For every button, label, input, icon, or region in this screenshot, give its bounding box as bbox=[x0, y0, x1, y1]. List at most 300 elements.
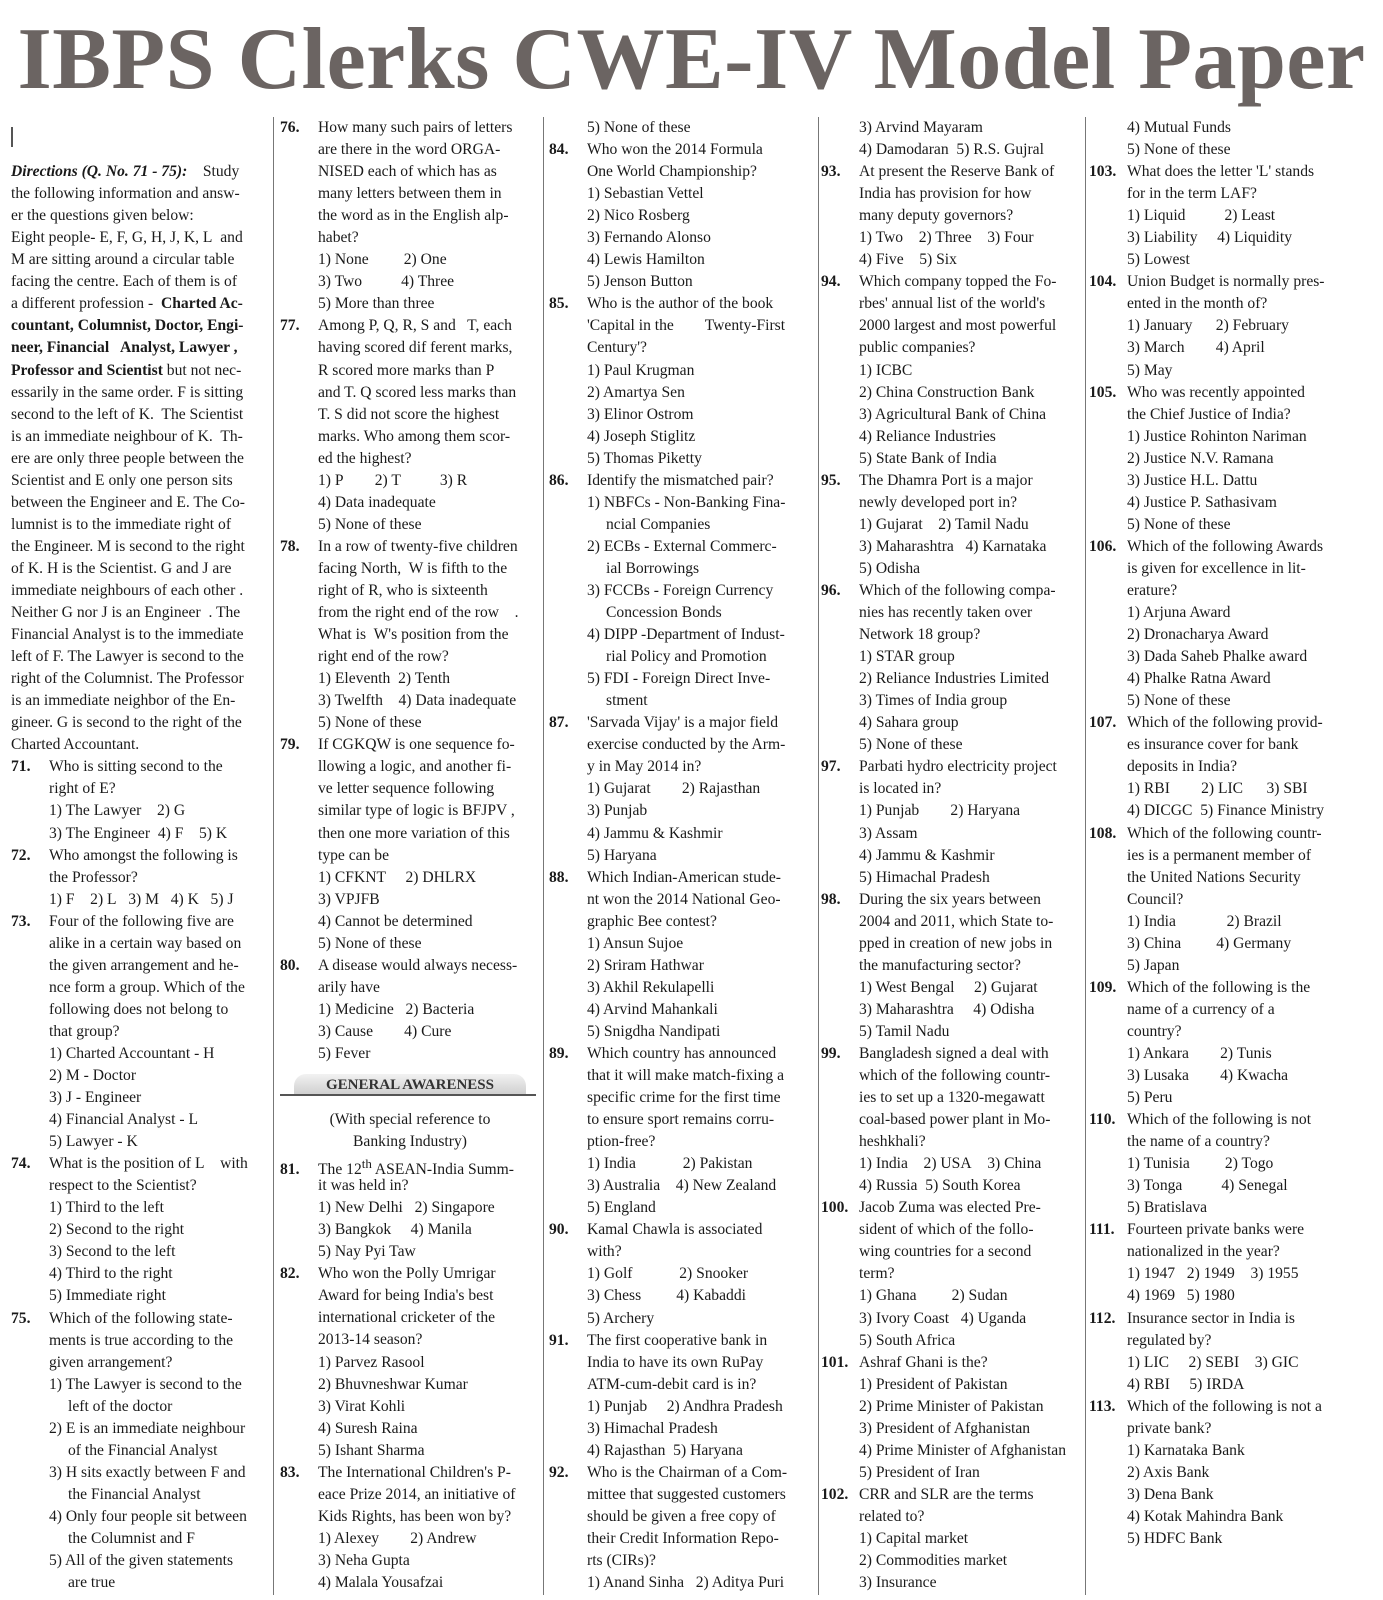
line-text: 1) NBFCs - Non-Banking Fina- bbox=[587, 493, 786, 511]
option-line bbox=[1089, 1462, 1379, 1484]
line-text: 1) Punjab 2) Andhra Pradesh bbox=[587, 1397, 783, 1415]
option-line bbox=[280, 492, 540, 514]
option-line bbox=[280, 1219, 540, 1241]
line-text: 3) VPJFB bbox=[318, 890, 380, 908]
line-text: Insurance sector in India is bbox=[1127, 1309, 1296, 1327]
line-text: 5) May bbox=[1127, 361, 1173, 379]
option-line bbox=[280, 1197, 540, 1219]
text-line bbox=[280, 426, 540, 448]
option-line bbox=[1089, 514, 1379, 536]
question-line bbox=[280, 1153, 540, 1175]
line-text: 2000 largest and most powerful bbox=[859, 317, 1057, 335]
line-text: 3) Virat Kohli bbox=[318, 1397, 406, 1415]
text-line bbox=[549, 756, 817, 778]
question-line bbox=[280, 117, 540, 139]
text-line bbox=[11, 139, 271, 161]
line-text: 4) Rajasthan 5) Haryana bbox=[587, 1441, 743, 1459]
option-line bbox=[549, 1418, 817, 1440]
question-line bbox=[1089, 536, 1379, 558]
line-text: ial Borrowings bbox=[606, 559, 700, 577]
option-line bbox=[549, 800, 817, 822]
option-line bbox=[1089, 139, 1379, 161]
line-text: Bangladesh signed a deal with bbox=[859, 1044, 1049, 1062]
option-line bbox=[280, 1572, 540, 1594]
text-line bbox=[1089, 404, 1379, 426]
line-text: 1) 1947 2) 1949 3) 1955 bbox=[1127, 1265, 1299, 1283]
option-line bbox=[1089, 1440, 1379, 1462]
line-text: the Engineer. M is second to the right bbox=[11, 537, 245, 555]
line-text: What is W's position from the bbox=[318, 626, 509, 644]
text-line bbox=[821, 492, 1083, 514]
line-text: CRR and SLR are the terms bbox=[859, 1485, 1034, 1503]
line-text: it was held in? bbox=[318, 1177, 409, 1195]
question-number: 99. bbox=[821, 1044, 841, 1062]
question-number: 72. bbox=[11, 846, 31, 864]
line-text: Kamal Chawla is associated bbox=[587, 1221, 763, 1239]
text-line bbox=[1089, 558, 1379, 580]
option-line bbox=[549, 823, 817, 845]
option-line bbox=[1089, 646, 1379, 668]
line-text: 5) State Bank of India bbox=[859, 449, 997, 467]
option-line bbox=[11, 1109, 271, 1131]
line-text: Concession Bonds bbox=[606, 604, 722, 622]
text-line bbox=[280, 580, 540, 602]
option-line bbox=[1089, 1065, 1379, 1087]
text-line bbox=[11, 514, 271, 536]
text-line bbox=[1089, 734, 1379, 756]
line-text: left of F. The Lawyer is second to the bbox=[11, 648, 244, 666]
line-text: name of a currency of a bbox=[1127, 1000, 1275, 1018]
line-text: 3) Neha Gupta bbox=[318, 1551, 410, 1569]
option-line bbox=[1089, 492, 1379, 514]
text-line bbox=[549, 602, 817, 624]
line-text: 4) Jammu & Kashmir bbox=[859, 846, 995, 864]
option-line bbox=[821, 558, 1083, 580]
line-text: 5) Himachal Pradesh bbox=[859, 868, 990, 886]
line-text: Who won the 2014 Formula bbox=[587, 141, 763, 159]
option-line bbox=[1089, 1374, 1379, 1396]
text-line bbox=[11, 492, 271, 514]
option-line bbox=[821, 646, 1083, 668]
option-line bbox=[821, 800, 1083, 822]
option-line bbox=[549, 448, 817, 470]
line-text: Century'? bbox=[587, 339, 647, 357]
question-number: 112. bbox=[1089, 1309, 1116, 1327]
question-line bbox=[821, 1352, 1083, 1374]
option-line bbox=[549, 1572, 817, 1594]
line-text: nt won the 2014 National Geo- bbox=[587, 890, 781, 908]
option-line bbox=[549, 977, 817, 999]
line-text: alike in a certain way based on bbox=[49, 934, 242, 952]
question-line bbox=[1089, 271, 1379, 293]
text-line bbox=[549, 315, 817, 337]
line-text: Council? bbox=[1127, 890, 1184, 908]
option-line bbox=[549, 1396, 817, 1418]
text-line bbox=[549, 1528, 817, 1550]
text-line bbox=[11, 293, 271, 315]
line-text: 1) ICBC bbox=[859, 361, 913, 379]
line-text: 4) Malala Yousafzai bbox=[318, 1574, 444, 1591]
option-line bbox=[1089, 668, 1379, 690]
option-line bbox=[11, 800, 271, 822]
line-text: the given arrangement and he- bbox=[49, 956, 239, 974]
text-line bbox=[549, 1087, 817, 1109]
option-line bbox=[280, 1352, 540, 1374]
question-line bbox=[821, 161, 1083, 183]
question-line bbox=[280, 734, 540, 756]
question-number: 82. bbox=[280, 1265, 300, 1283]
line-text: similar type of logic is BFJPV , bbox=[318, 802, 515, 820]
line-text: 2) Amartya Sen bbox=[587, 383, 685, 401]
text-line bbox=[11, 1484, 271, 1506]
option-line bbox=[821, 845, 1083, 867]
column-divider bbox=[818, 117, 819, 1595]
option-line bbox=[11, 1374, 271, 1396]
line-text: The first cooperative bank in bbox=[587, 1331, 768, 1349]
option-line bbox=[280, 1021, 540, 1043]
line-text: 4) Arvind Mahankali bbox=[587, 1000, 718, 1018]
text-line bbox=[821, 911, 1083, 933]
line-text: the Professor? bbox=[49, 868, 138, 886]
text-line bbox=[549, 1484, 817, 1506]
text-line bbox=[821, 293, 1083, 315]
line-text: At present the Reserve Bank of bbox=[859, 163, 1055, 181]
line-text: facing North, W is fifth to the bbox=[318, 559, 508, 577]
line-text: Among P, Q, R, S and T, each bbox=[318, 317, 512, 335]
line-text: facing the centre. Each of them is of bbox=[11, 273, 238, 291]
option-line bbox=[280, 1528, 540, 1550]
line-text: 5) None of these bbox=[318, 714, 422, 732]
option-line bbox=[1089, 448, 1379, 470]
question-line bbox=[549, 867, 817, 889]
text-line bbox=[280, 602, 540, 624]
text-line bbox=[11, 117, 271, 139]
line-text: many letters between them in bbox=[318, 185, 502, 203]
line-text: left of the doctor bbox=[68, 1397, 173, 1415]
line-text: R scored more marks than P bbox=[318, 361, 495, 379]
text-line bbox=[1089, 1131, 1379, 1153]
line-text: 3) Maharashtra 4) Odisha bbox=[859, 1000, 1035, 1018]
line-text: Which of the following state- bbox=[49, 1309, 233, 1327]
line-text: 1) New Delhi 2) Singapore bbox=[318, 1199, 495, 1217]
line-text: Ashraf Ghani is the? bbox=[859, 1353, 988, 1371]
line-text: 4) Five 5) Six bbox=[859, 251, 957, 269]
line-text: countant, Columnist, Doctor, Engi- bbox=[11, 317, 244, 335]
text-line bbox=[549, 558, 817, 580]
text-line bbox=[821, 624, 1083, 646]
question-number: 111. bbox=[1089, 1221, 1115, 1239]
line-text: 1) India 2) Brazil bbox=[1127, 912, 1282, 930]
line-text: 4) Third to the right bbox=[49, 1265, 173, 1283]
line-text: erature? bbox=[1127, 581, 1178, 599]
option-line bbox=[549, 360, 817, 382]
line-text: 3) Liability 4) Liquidity bbox=[1127, 229, 1293, 247]
line-text: 5) England bbox=[587, 1199, 656, 1217]
line-text: heshkhali? bbox=[859, 1133, 926, 1151]
option-line bbox=[821, 117, 1083, 139]
line-text: 4) Reliance Industries bbox=[859, 427, 996, 445]
line-text: 1) January 2) February bbox=[1127, 317, 1289, 335]
line-text: 5) None of these bbox=[587, 119, 691, 136]
line-text: 3) Cause 4) Cure bbox=[318, 1022, 452, 1040]
line-text: 1) Sebastian Vettel bbox=[587, 185, 704, 203]
line-text: 5) None of these bbox=[318, 934, 422, 952]
option-line bbox=[1089, 1285, 1379, 1307]
option-line bbox=[1089, 426, 1379, 448]
line-text: 5) Peru bbox=[1127, 1089, 1173, 1107]
line-text: 4) Sahara group bbox=[859, 714, 959, 732]
option-line bbox=[821, 1550, 1083, 1572]
text-line bbox=[11, 536, 271, 558]
option-line bbox=[821, 1440, 1083, 1462]
line-text: 2013-14 season? bbox=[318, 1331, 423, 1349]
line-text: 4) Kotak Mahindra Bank bbox=[1127, 1507, 1284, 1525]
option-line bbox=[821, 227, 1083, 249]
option-line bbox=[280, 1374, 540, 1396]
line-text: 3) Australia 4) New Zealand bbox=[587, 1177, 777, 1195]
question-line bbox=[549, 139, 817, 161]
text-line bbox=[280, 337, 540, 359]
line-text: Who was recently appointed bbox=[1127, 383, 1305, 401]
text-line bbox=[280, 1329, 540, 1351]
line-text: lumnist is to the immediate right of bbox=[11, 515, 232, 533]
line-text: 2) Sriram Hathwar bbox=[587, 956, 704, 974]
column-1 bbox=[11, 117, 271, 1594]
text-line bbox=[11, 999, 271, 1021]
line-text: 3) Two 4) Three bbox=[318, 273, 455, 291]
option-line bbox=[11, 1065, 271, 1087]
line-text: given arrangement? bbox=[49, 1353, 173, 1371]
option-line bbox=[280, 867, 540, 889]
option-line bbox=[1089, 911, 1379, 933]
line-text: 1) Ansun Sujoe bbox=[587, 934, 684, 952]
column-2 bbox=[280, 117, 540, 1594]
option-line bbox=[280, 911, 540, 933]
text-line bbox=[11, 558, 271, 580]
option-line bbox=[280, 249, 540, 271]
line-text: Eight people- E, F, G, H, J, K, L and bbox=[11, 229, 243, 247]
text-line bbox=[1089, 845, 1379, 867]
option-line bbox=[1089, 1528, 1379, 1550]
line-text: ve letter sequence following bbox=[318, 780, 495, 798]
line-text: immediate neighbours of each other . bbox=[11, 581, 244, 599]
question-line bbox=[821, 756, 1083, 778]
line-text: 3) H sits exactly between F and bbox=[49, 1463, 246, 1481]
line-text: 4) Russia 5) South Korea bbox=[859, 1177, 1021, 1195]
text-line bbox=[11, 161, 271, 183]
line-text: 1) Eleventh 2) Tenth bbox=[318, 670, 450, 688]
option-line bbox=[821, 867, 1083, 889]
line-text: 5) Archery bbox=[587, 1309, 655, 1327]
line-text: 4) Cannot be determined bbox=[318, 912, 473, 930]
question-line bbox=[1089, 161, 1379, 183]
line-text: private bank? bbox=[1127, 1419, 1212, 1437]
option-line bbox=[549, 845, 817, 867]
line-text: Charted Accountant. bbox=[11, 736, 140, 754]
line-text: ncial Companies bbox=[606, 515, 711, 533]
text-line bbox=[821, 183, 1083, 205]
line-text: essarily in the same order. F is sitting bbox=[11, 383, 244, 401]
line-text: are there in the word ORGA- bbox=[318, 141, 501, 159]
column-5 bbox=[1089, 117, 1379, 1550]
option-line bbox=[280, 668, 540, 690]
line-text: second to the left of K. The Scientist bbox=[11, 405, 244, 423]
question-line bbox=[11, 1308, 271, 1330]
option-line bbox=[821, 1330, 1083, 1352]
line-text: 5) Japan bbox=[1127, 956, 1180, 974]
text-line bbox=[1089, 1021, 1379, 1043]
option-line bbox=[821, 999, 1083, 1021]
line-text: Scientist and E only one person sits bbox=[11, 471, 233, 489]
line-text: that it will make match-fixing a bbox=[587, 1067, 785, 1085]
line-text: right end of the row? bbox=[318, 648, 449, 666]
line-text: 5) Immediate right bbox=[49, 1287, 166, 1305]
line-text: 1) Ankara 2) Tunis bbox=[1127, 1044, 1272, 1062]
option-line bbox=[280, 514, 540, 536]
text-line bbox=[280, 1484, 540, 1506]
line-text: that group? bbox=[49, 1022, 120, 1040]
line-text: 4) Only four people sit between bbox=[49, 1507, 247, 1525]
option-line bbox=[821, 734, 1083, 756]
line-text: 1) India 2) USA 3) China bbox=[859, 1155, 1042, 1173]
line-text: 3) Maharashtra 4) Karnataka bbox=[859, 537, 1047, 555]
line-text: 3) FCCBs - Foreign Currency bbox=[587, 581, 774, 599]
line-text: Kids Rights, has been won by? bbox=[318, 1507, 512, 1525]
option-line bbox=[549, 668, 817, 690]
line-text: should be given a free copy of bbox=[587, 1507, 776, 1525]
question-line bbox=[280, 955, 540, 977]
option-line bbox=[11, 1263, 271, 1285]
question-number: 89. bbox=[549, 1044, 569, 1062]
line-text: 3) Times of India group bbox=[859, 692, 1008, 710]
line-text: 4) Data inadequate bbox=[318, 493, 436, 511]
option-line bbox=[1089, 800, 1379, 822]
question-line bbox=[1089, 1308, 1379, 1330]
question-number: 74. bbox=[11, 1155, 31, 1173]
option-line bbox=[280, 1396, 540, 1418]
text-line bbox=[821, 205, 1083, 227]
text-line bbox=[280, 1506, 540, 1528]
text-line bbox=[1089, 999, 1379, 1021]
option-line bbox=[821, 448, 1083, 470]
line-text: 2) China Construction Bank bbox=[859, 383, 1035, 401]
line-text: 4) Damodaran 5) R.S. Gujral bbox=[859, 141, 1044, 159]
option-line bbox=[821, 823, 1083, 845]
line-text: 1) The Lawyer is second to the bbox=[49, 1375, 242, 1393]
line-text: 1) F 2) L 3) M 4) K 5) J bbox=[49, 890, 234, 908]
text-line bbox=[11, 712, 271, 734]
line-text: 3) Fernando Alonso bbox=[587, 229, 711, 247]
line-text: 5) More than three bbox=[318, 295, 435, 313]
question-number: 71. bbox=[11, 758, 31, 776]
line-text: 3) Twelfth 4) Data inadequate bbox=[318, 692, 517, 710]
text-line bbox=[11, 690, 271, 712]
line-text: What does the letter 'L' stands bbox=[1127, 163, 1315, 181]
text-line bbox=[549, 337, 817, 359]
line-text: 3) Arvind Mayaram bbox=[859, 119, 983, 136]
option-line bbox=[280, 1418, 540, 1440]
option-line bbox=[549, 1175, 817, 1197]
option-line bbox=[821, 690, 1083, 712]
option-line bbox=[549, 382, 817, 404]
option-line bbox=[1089, 315, 1379, 337]
question-number: 94. bbox=[821, 273, 841, 291]
line-text: Who is the author of the book bbox=[587, 295, 774, 313]
text-line bbox=[11, 1572, 271, 1594]
text-line bbox=[549, 1550, 817, 1572]
line-text: 1) Justice Rohinton Nariman bbox=[1127, 427, 1307, 445]
question-line bbox=[1089, 1219, 1379, 1241]
line-text: their Credit Information Repo- bbox=[587, 1530, 779, 1547]
text-line bbox=[11, 977, 271, 999]
line-text: ented in the month of? bbox=[1127, 295, 1268, 313]
line-text: 3) Ivory Coast 4) Uganda bbox=[859, 1309, 1027, 1327]
question-number: 108. bbox=[1089, 824, 1117, 842]
question-line bbox=[821, 1043, 1083, 1065]
line-text: In a row of twenty-five children bbox=[318, 537, 518, 555]
line-text: eace Prize 2014, an initiative of bbox=[318, 1485, 516, 1503]
option-line bbox=[1089, 337, 1379, 359]
question-number: 87. bbox=[549, 714, 569, 732]
question-line bbox=[1089, 977, 1379, 999]
text-line bbox=[1089, 1241, 1379, 1263]
line-text: llowing a logic, and another fi- bbox=[318, 758, 512, 776]
line-text: 2) Justice N.V. Ramana bbox=[1127, 449, 1274, 467]
line-text: 1) STAR group bbox=[859, 648, 955, 666]
question-number: 83. bbox=[280, 1463, 300, 1481]
line-text: rbes' annual list of the world's bbox=[859, 295, 1046, 313]
line-text: Union Budget is normally pres- bbox=[1127, 273, 1325, 291]
column-divider bbox=[1085, 117, 1086, 1595]
line-text: 5) None of these bbox=[1127, 141, 1231, 159]
line-text: 1) Parvez Rasool bbox=[318, 1353, 425, 1371]
question-number: 85. bbox=[549, 295, 569, 313]
option-line bbox=[821, 668, 1083, 690]
line-text: rial Policy and Promotion bbox=[606, 648, 767, 666]
line-text: ATM-cum-debit card is in? bbox=[587, 1375, 757, 1393]
question-number: 110. bbox=[1089, 1111, 1116, 1129]
line-text: is an immediate neighbour of K. Th- bbox=[11, 427, 243, 445]
text-line bbox=[549, 1352, 817, 1374]
line-text: 4) Prime Minister of Afghanistan bbox=[859, 1441, 1067, 1459]
line-text: 1) Gujarat 2) Tamil Nadu bbox=[859, 515, 1029, 533]
option-line bbox=[549, 227, 817, 249]
option-line bbox=[549, 536, 817, 558]
question-number: 92. bbox=[549, 1463, 569, 1481]
text-line bbox=[1089, 1330, 1379, 1352]
line-text: 1) CFKNT 2) DHLRX bbox=[318, 868, 477, 886]
question-line bbox=[11, 845, 271, 867]
line-text: of K. H is the Scientist. G and J are bbox=[11, 559, 232, 577]
line-text: public companies? bbox=[859, 339, 976, 357]
question-number: 109. bbox=[1089, 978, 1117, 996]
line-text: 5) Jenson Button bbox=[587, 273, 693, 291]
line-text: 5) None of these bbox=[318, 515, 422, 533]
question-line bbox=[549, 470, 817, 492]
option-line bbox=[280, 293, 540, 315]
option-line bbox=[1089, 602, 1379, 624]
option-line bbox=[549, 778, 817, 800]
text-line bbox=[280, 646, 540, 668]
line-text: 1) The Lawyer 2) G bbox=[49, 802, 186, 820]
line-text: 2) Commodities market bbox=[859, 1552, 1008, 1570]
column-4 bbox=[821, 117, 1083, 1594]
line-text: 3) Bangkok 4) Manila bbox=[318, 1221, 472, 1239]
line-text: 5) None of these bbox=[859, 736, 963, 754]
line-text: Which of the following is not a bbox=[1127, 1397, 1322, 1415]
line-text: 1) Ghana 2) Sudan bbox=[859, 1287, 1008, 1305]
option-line bbox=[821, 404, 1083, 426]
